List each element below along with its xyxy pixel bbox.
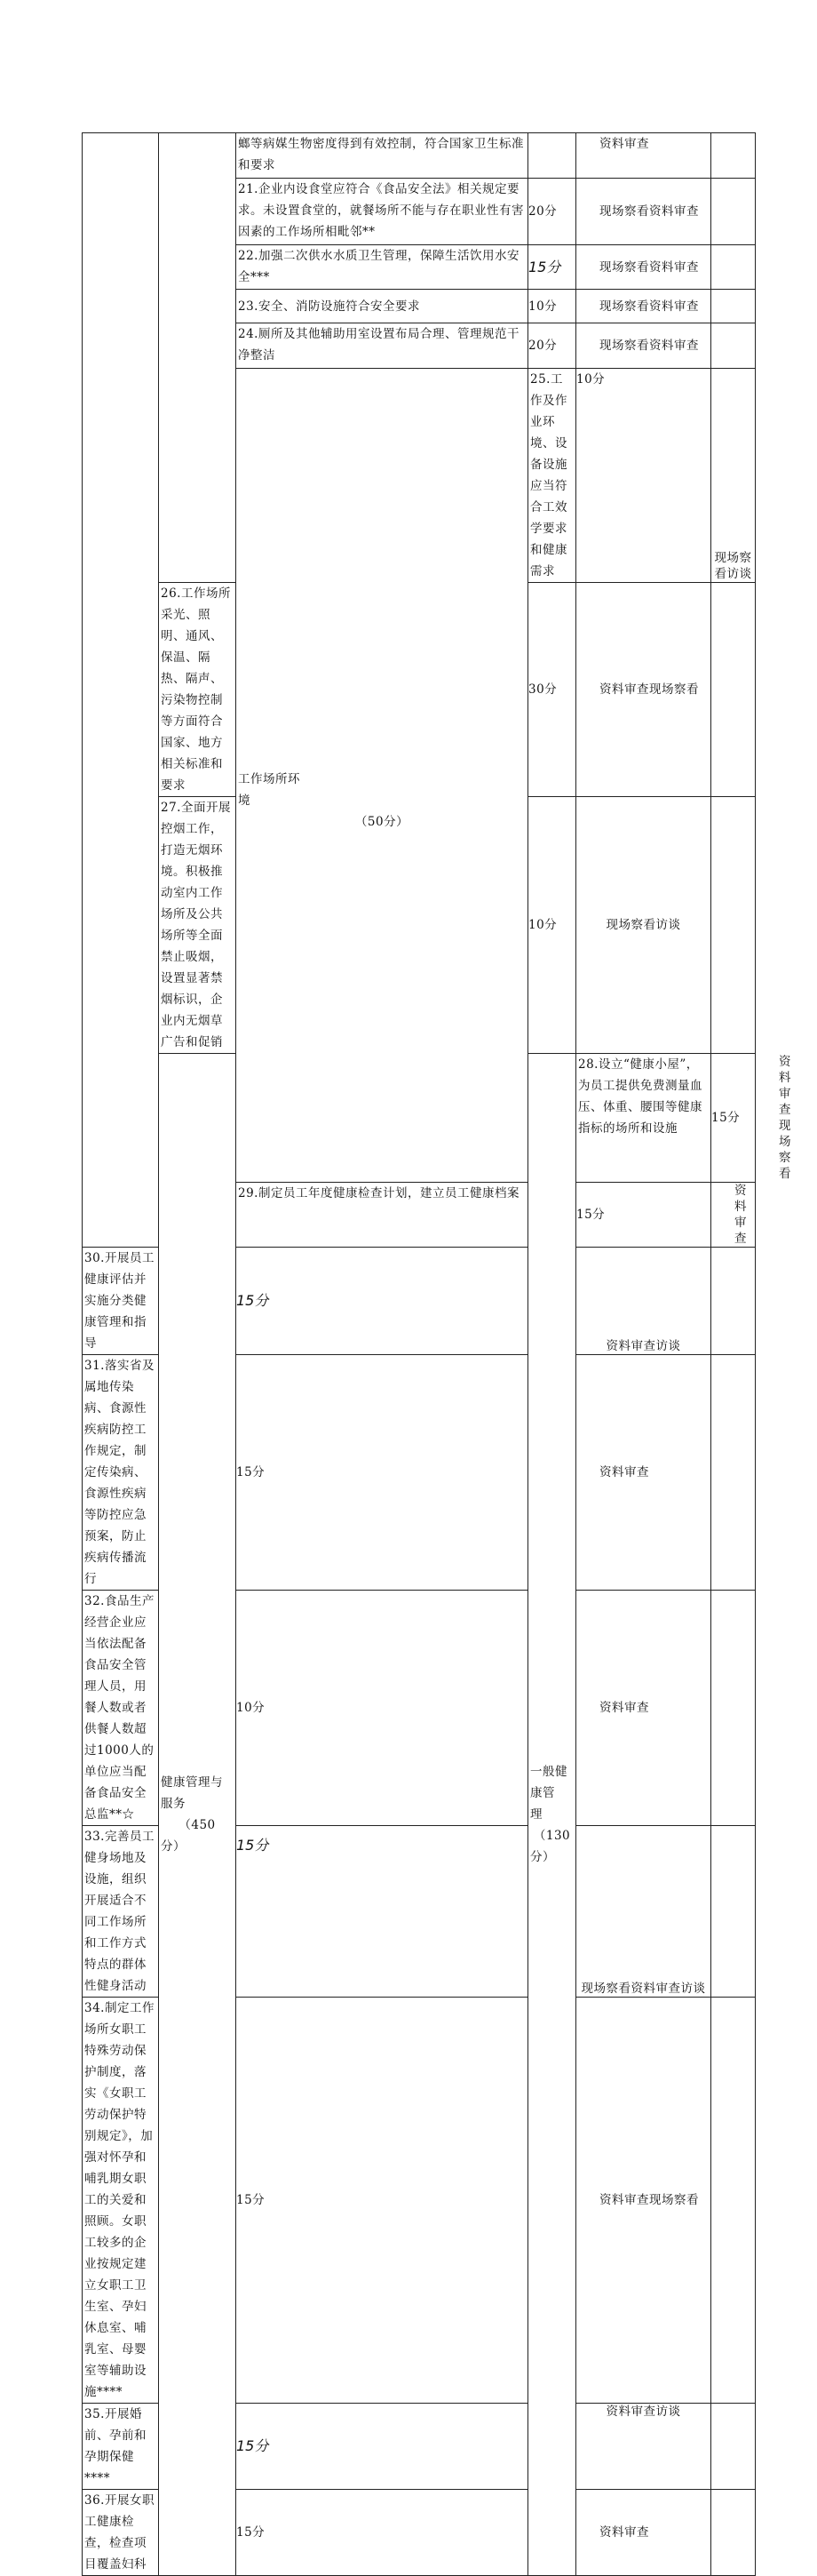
- item-text: 螂等病媒生物密度得到有效控制，符合国家卫生标准和要求: [236, 133, 528, 179]
- category-health-management: [159, 1054, 236, 2576]
- item-score: 15分: [236, 1248, 528, 1355]
- result-cell: [711, 179, 756, 245]
- result-cell: [711, 323, 756, 369]
- result-cell: [711, 1998, 756, 2404]
- result-cell: [711, 2490, 756, 2576]
- item-text: 33.完善员工健身场地及设施，组织开展适合不同工作场所和工作方式特点的群体性健身活动: [83, 1826, 159, 1998]
- item-text: 36.开展女职工健康检查，检查项目覆盖妇科: [83, 2490, 159, 2576]
- evaluation-table: [82, 132, 791, 2576]
- result-cell: [711, 1826, 756, 1998]
- item-method: 资料审查: [576, 1355, 711, 1591]
- item-text: 28.设立“健康小屋”，为员工提供免费测量血压、体重、腰围等健康指标的场所和设施: [576, 1054, 711, 1183]
- subcategory-points-a: （130: [533, 1829, 571, 1843]
- subcategory-cell-empty: [159, 133, 236, 583]
- item-score: 30分: [528, 583, 576, 797]
- item-score: 10分: [236, 1591, 528, 1826]
- subcategory-general-health: [528, 1054, 576, 2576]
- item-method: 资料审查现场察看: [576, 583, 711, 797]
- item-score: 15分: [236, 2490, 528, 2576]
- item-text: 31.落实省及属地传染病、食源性疾病防控工作规定，制定传染病、食源性疾病等防控应急预案，防止疾病传播流行: [83, 1355, 159, 1591]
- item-text: 27.全面开展控烟工作，打造无烟环境。积极推动室内工作场所及公共场所等全面禁止吸烟，设置显著禁烟标识，企业内无烟草广告和促销: [159, 797, 236, 1054]
- result-cell: [711, 290, 756, 323]
- item-method: 资料审查现场察看: [576, 1998, 711, 2404]
- item-text: 35.开展婚前、孕前和孕期保健****: [83, 2404, 159, 2490]
- result-cell: [711, 1591, 756, 1826]
- result-cell: [711, 133, 756, 179]
- item-score: 20分: [528, 323, 576, 369]
- subcategory-label-line2: 理: [530, 1807, 543, 1822]
- item-method: 资料审查访谈: [576, 1248, 711, 1355]
- result-cell: [711, 583, 756, 797]
- item-text: 26.工作场所采光、照明、通风、保温、隔热、隔声、污染物控制等方面符合国家、地方相关标准和要求: [159, 583, 236, 797]
- item-method: 现场察看访谈: [576, 797, 711, 1054]
- item-text: 24.厕所及其他辅助用室设置布局合理、管理规范干净整洁: [236, 323, 528, 369]
- item-text: 21.企业内设食堂应符合《食品安全法》相关规定要求。未设置食堂的，就餐场所不能与存在职业性有害因素的工作场所相毗邻**: [236, 179, 528, 245]
- subcategory-label-line2: 境: [238, 793, 250, 808]
- item-method: 资料审查访谈: [576, 2404, 711, 2490]
- item-method: 现场察看资料审查: [576, 245, 711, 290]
- item-text: 32.食品生产经营企业应当依法配备食品安全管理人员，用餐人数或者供餐人数超过1000人的单位应当配备食品安全总监**☆: [83, 1591, 159, 1826]
- item-score: 15分: [528, 245, 576, 290]
- item-score: 15分: [711, 1054, 756, 1183]
- item-method: 资料审查: [576, 1591, 711, 1826]
- subcategory-points: （50分）: [354, 814, 409, 829]
- item-score: [528, 133, 576, 179]
- item-score: 10分: [576, 369, 711, 583]
- item-text: 34.制定工作场所女职工特殊劳动保护制度，落实《女职工劳动保护特别规定》，加强对怀孕和哺乳期女职工的关爱和照顾。女职工较多的企业按规定建立女职工卫生室、孕妇休息室、哺乳室、母婴室等辅助设施****: [83, 1998, 159, 2404]
- result-cell: [711, 2404, 756, 2490]
- category-points-a: （450: [178, 1818, 216, 1832]
- item-score: 15分: [236, 2404, 528, 2490]
- item-score: 10分: [528, 797, 576, 1054]
- table-row: [83, 133, 756, 179]
- result-cell: [711, 1248, 756, 1355]
- item-method: 资料审查: [711, 1183, 756, 1248]
- result-cell: [711, 797, 756, 1054]
- item-score: 15分: [236, 1355, 528, 1591]
- item-method: 资料审查: [576, 2490, 711, 2576]
- item-score: 15分: [576, 1183, 711, 1248]
- category-label-line2: 服务: [161, 1797, 186, 1811]
- item-text: 29.制定员工年度健康检查计划，建立员工健康档案: [236, 1183, 528, 1248]
- category-points-b: 分）: [161, 1839, 186, 1854]
- category-cell-empty: [83, 133, 159, 1248]
- item-text: 30.开展员工健康评估并实施分类健康管理和指导: [83, 1248, 159, 1355]
- item-score: 15分: [236, 1998, 528, 2404]
- item-method: 资料审查: [576, 133, 711, 179]
- subcategory-work-environment: [236, 369, 528, 1183]
- subcategory-label-line1: 工作场所环: [238, 771, 300, 786]
- item-text: 22.加强二次供水水质卫生管理，保障生活饮用水安全***: [236, 245, 528, 290]
- item-method: 现场察看资料审查: [576, 290, 711, 323]
- item-method: 现场察看资料审查访谈: [576, 1826, 711, 1998]
- subcategory-label-line1: 一般健康管: [530, 1765, 567, 1800]
- item-method: 现场察看资料审查: [576, 323, 711, 369]
- item-score: 15分: [236, 1826, 528, 1998]
- category-label-line1: 健康管理与: [161, 1775, 223, 1790]
- item-text: 23.安全、消防设施符合安全要求: [236, 290, 528, 323]
- item-text: 25.工作及作业环境、设备设施应当符合工效学要求和健康需求: [528, 369, 576, 583]
- item-method: 现场察看访谈: [711, 369, 756, 583]
- subcategory-points-b: 分）: [530, 1850, 555, 1864]
- item-score: 20分: [528, 179, 576, 245]
- result-cell: [711, 245, 756, 290]
- item-score: 10分: [528, 290, 576, 323]
- result-cell: [711, 1355, 756, 1591]
- item-method: 现场察看资料审查: [576, 179, 711, 245]
- table-row: 健康管理与 服务 （450 分） 一般健康管 理 （130 分） 28.设立“健康小屋”，为员工提供免费测量血压、体重、腰围等健康指标的场所和设施 15分 资料审查现场察看: [83, 1054, 756, 1183]
